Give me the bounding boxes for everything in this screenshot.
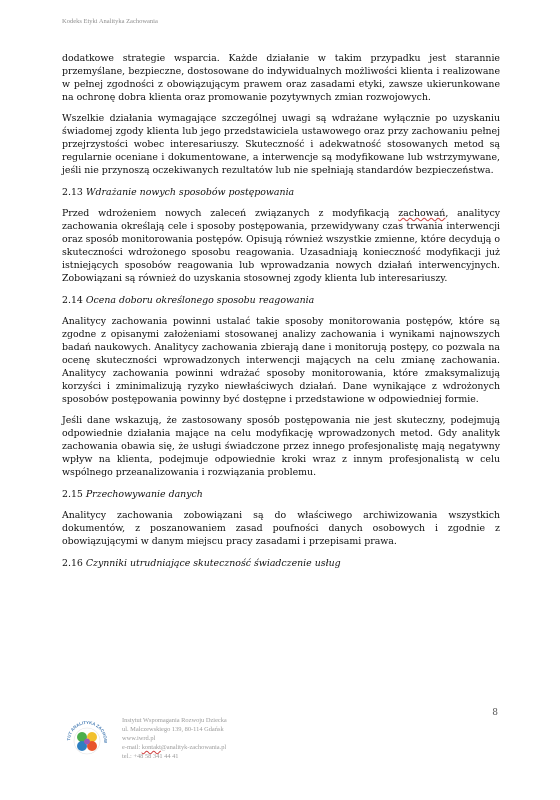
section-heading-2-13 [62, 186, 500, 199]
section-heading-2-14 [62, 294, 500, 307]
section-heading-2-15 [62, 488, 500, 501]
paragraph-4: Analitycy zachowania powinni ustalać takie sposoby monitorowania postępów, które są zgodne z opisanymi założeniami stosowanej analizy zachowania i wynikami najnowszych badań naukowych. Analitycy zachowania zbierają dane i monitorują postępy, co pozwala na ocenę skuteczności wprowadzonych interwencji mających na celu zmianę zachowania. Analitycy zachowania powinni wdrażać sposoby monitorowania, które zmaksymalizują korzyści i zminimalizują ryzyko niewłaściwych działań. Dane wynikające z wdrożonych sposobów postępowania powinny być dostępne i przedstawione w odpowiedniej formie. [62, 316, 500, 405]
section-title: Wdrażanie nowych sposobów postępowania [85, 187, 295, 198]
org-address: ul. Malczewskiego 139, 80-114 Gdańsk [122, 726, 224, 733]
section-title: Czynniki utrudniające skuteczność świadczenie usług [85, 558, 341, 569]
section-number: 2.15 [62, 489, 83, 500]
page-footer [62, 714, 362, 776]
section-number: 2.14 [62, 295, 83, 306]
section-title: Przechowywanie danych [85, 489, 203, 500]
paragraph-3-part-a: Przed wdrożeniem nowych zaleceń związanych z modyfikacją [62, 208, 399, 219]
paragraph-5: Jeśli dane wskazują, że zastosowany sposób postępowania nie jest skuteczny, podejmują odpowiednie działania mające na celu modyfikację wprowadzonych metod. Gdy analityk zachowania obawia się, że usługi świadczone przez innego profesjonalistę mają negatywny wpływ na klienta, podejmuje odpowiednie kroki wraz z innym profesjonalistą w celu wspólnego przeanalizowania i rozwiązania problemu. [62, 415, 500, 478]
page-number: 8 [492, 708, 498, 718]
section-number: 2.13 [62, 187, 83, 198]
section-title: Ocena doboru określonego sposobu reagowania [85, 295, 315, 306]
paragraph-1: dodatkowe strategie wsparcia. Każde działanie w takim przypadku jest starannie przemyślane, bezpieczne, dostosowane do indywidualnych możliwości klienta i realizowane w pełnej zgodności z obowiązującym prawem oraz zasadami etyki, zawsze ukierunkowane na ochronę dobra klienta oraz promowanie pozytywnych zmian rozwojowych. [62, 53, 500, 103]
website-link[interactable]: www.iwrd.pl [122, 735, 156, 742]
document-body [62, 52, 500, 578]
paragraph-3 [62, 207, 500, 285]
paragraph-6: Analitycy zachowania zobowiązani są do właściwego archiwizowania wszystkich dokumentów, z poszanowaniem zasad poufności danych osobowych i zgodnie z obowiązującymi w danym miejscu pracy zasadami i przepisami prawa. [62, 510, 500, 547]
phone-number: tel.: +48 58 341 44 41 [122, 753, 179, 760]
running-header: Kodeks Etyki Analityka Zachowania [62, 18, 158, 25]
email-label: e-mail: [122, 744, 142, 751]
section-number: 2.16 [62, 558, 83, 569]
email-line [122, 743, 227, 752]
email-link-domain[interactable]: @analityk-zachowania.pl [160, 744, 227, 751]
institute-logo-icon [62, 714, 112, 764]
section-heading-2-16 [62, 557, 500, 570]
paragraph-2: Wszelkie działania wymagające szczególnej uwagi są wdrażane wyłącznie po uzyskaniu świadomej zgody klienta lub jego przedstawiciela ustawowego oraz przy zachowaniu pełnej przejrzystości wobec interesariuszy. Skuteczność i adekwatność stosowanych metod są regularnie oceniane i dokumentowane, a interwencje są modyfikowane lub wstrzymywane, jeśli nie przynoszą oczekiwanych rezultatów lub nie spełniają standardów bezpieczeństwa. [62, 113, 500, 176]
org-name: Instytut Wspomagania Rozwoju Dziecka [122, 717, 227, 724]
contact-block [122, 716, 227, 761]
logo-arc-text: TUT ANALITYKA ZACHOW [65, 719, 109, 743]
email-link-user[interactable]: kontakt [141, 744, 161, 751]
paragraph-3-part-c: , analitycy zachowania określają cele i sposoby postępowania, przewidywany czas trwania interwencji oraz sposób monitorowania postępów. Opisują również wszystkie zmienne, które decydują o skuteczności wdrożonego sposobu reagowania. Uzasadniają konieczność modyfikacji już istniejących sposobów reagowania lub wprowadzania nowych działań interwencyjnych. Zobowiązani są również do uzyskania stosownej zgody klienta lub interesariuszy. [62, 208, 500, 284]
spellcheck-word: zachowań [398, 208, 446, 219]
